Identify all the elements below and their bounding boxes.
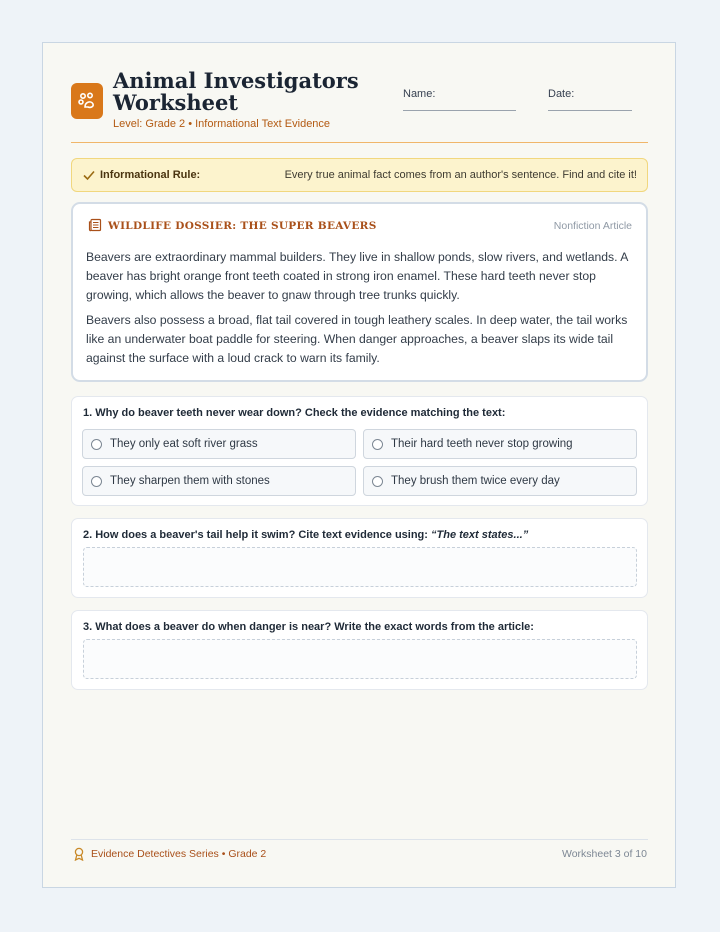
option-label: They only eat soft river grass [110, 438, 258, 450]
answer-option[interactable] [363, 466, 637, 496]
answer-box[interactable] [83, 639, 637, 679]
rule-text: Every true animal fact comes from an author's sentence. Find and cite it! [284, 169, 637, 181]
page-number: Worksheet 3 of 10 [561, 848, 647, 860]
radio-button[interactable] [372, 476, 383, 487]
rule-label: Informational Rule: [100, 169, 201, 181]
question-3-text: 3. What does a beaver do when danger is near? Write the exact words from the article: [83, 621, 534, 633]
question-2-prompt: 2. How does a beaver's tail help it swim? Cite text evidence using: [83, 529, 428, 541]
answer-box[interactable] [83, 547, 637, 587]
date-label: Date: [548, 88, 575, 100]
answer-option[interactable] [82, 466, 356, 496]
paw-icon [71, 83, 103, 119]
name-label: Name: [403, 88, 436, 100]
title-line-1: Animal Investigators [113, 68, 359, 93]
answer-option[interactable] [82, 429, 356, 459]
page-title [113, 70, 363, 114]
series-label: Evidence Detectives Series • Grade 2 [91, 848, 267, 860]
option-label: They brush them twice every day [391, 475, 560, 487]
article-paragraph: Beavers are extraordinary mammal builders. They live in shallow ponds, slow rivers, and wetlands. A beaver has bright orange front teeth coated in strong iron enamel. These hard teeth never stop growing, which allows the beaver to gnaw through tree trunks quickly. [86, 250, 628, 302]
option-label: Their hard teeth never stop growing [391, 438, 573, 450]
radio-button[interactable] [372, 439, 383, 450]
question-2-text [83, 529, 528, 541]
name-field[interactable] [403, 110, 516, 111]
check-icon [82, 168, 96, 182]
sentence-starter: “The text states...” [431, 529, 529, 541]
newspaper-icon [88, 218, 102, 232]
article-paragraph: Beavers also possess a broad, flat tail covered in tough leathery scales. In deep water, the tail works like an underwater boat paddle for steering. When danger approaches, a beaver slaps its wide tail against the surface with a loud crack to warn its family. [86, 313, 628, 365]
question-1-card [71, 396, 648, 506]
answer-option[interactable] [363, 429, 637, 459]
worksheet-page [42, 42, 676, 888]
article-title: WILDLIFE DOSSIER: THE SUPER BEAVERS [108, 220, 377, 232]
radio-button[interactable] [91, 439, 102, 450]
question-3-card [71, 610, 648, 690]
article-card [71, 202, 648, 382]
article-type-tag: Nonfiction Article [553, 220, 632, 232]
question-1-text: 1. Why do beaver teeth never wear down? Check the evidence matching the text: [83, 407, 506, 419]
header-divider [71, 142, 648, 143]
award-icon [73, 847, 85, 861]
title-line-2: Worksheet [113, 90, 239, 115]
informational-rule-banner [71, 158, 648, 192]
level-subtitle: Level: Grade 2 • Informational Text Evidence [113, 118, 331, 130]
date-field[interactable] [548, 110, 632, 111]
question-2-card [71, 518, 648, 598]
option-label: They sharpen them with stones [110, 475, 270, 487]
footer-divider [71, 839, 648, 840]
radio-button[interactable] [91, 476, 102, 487]
